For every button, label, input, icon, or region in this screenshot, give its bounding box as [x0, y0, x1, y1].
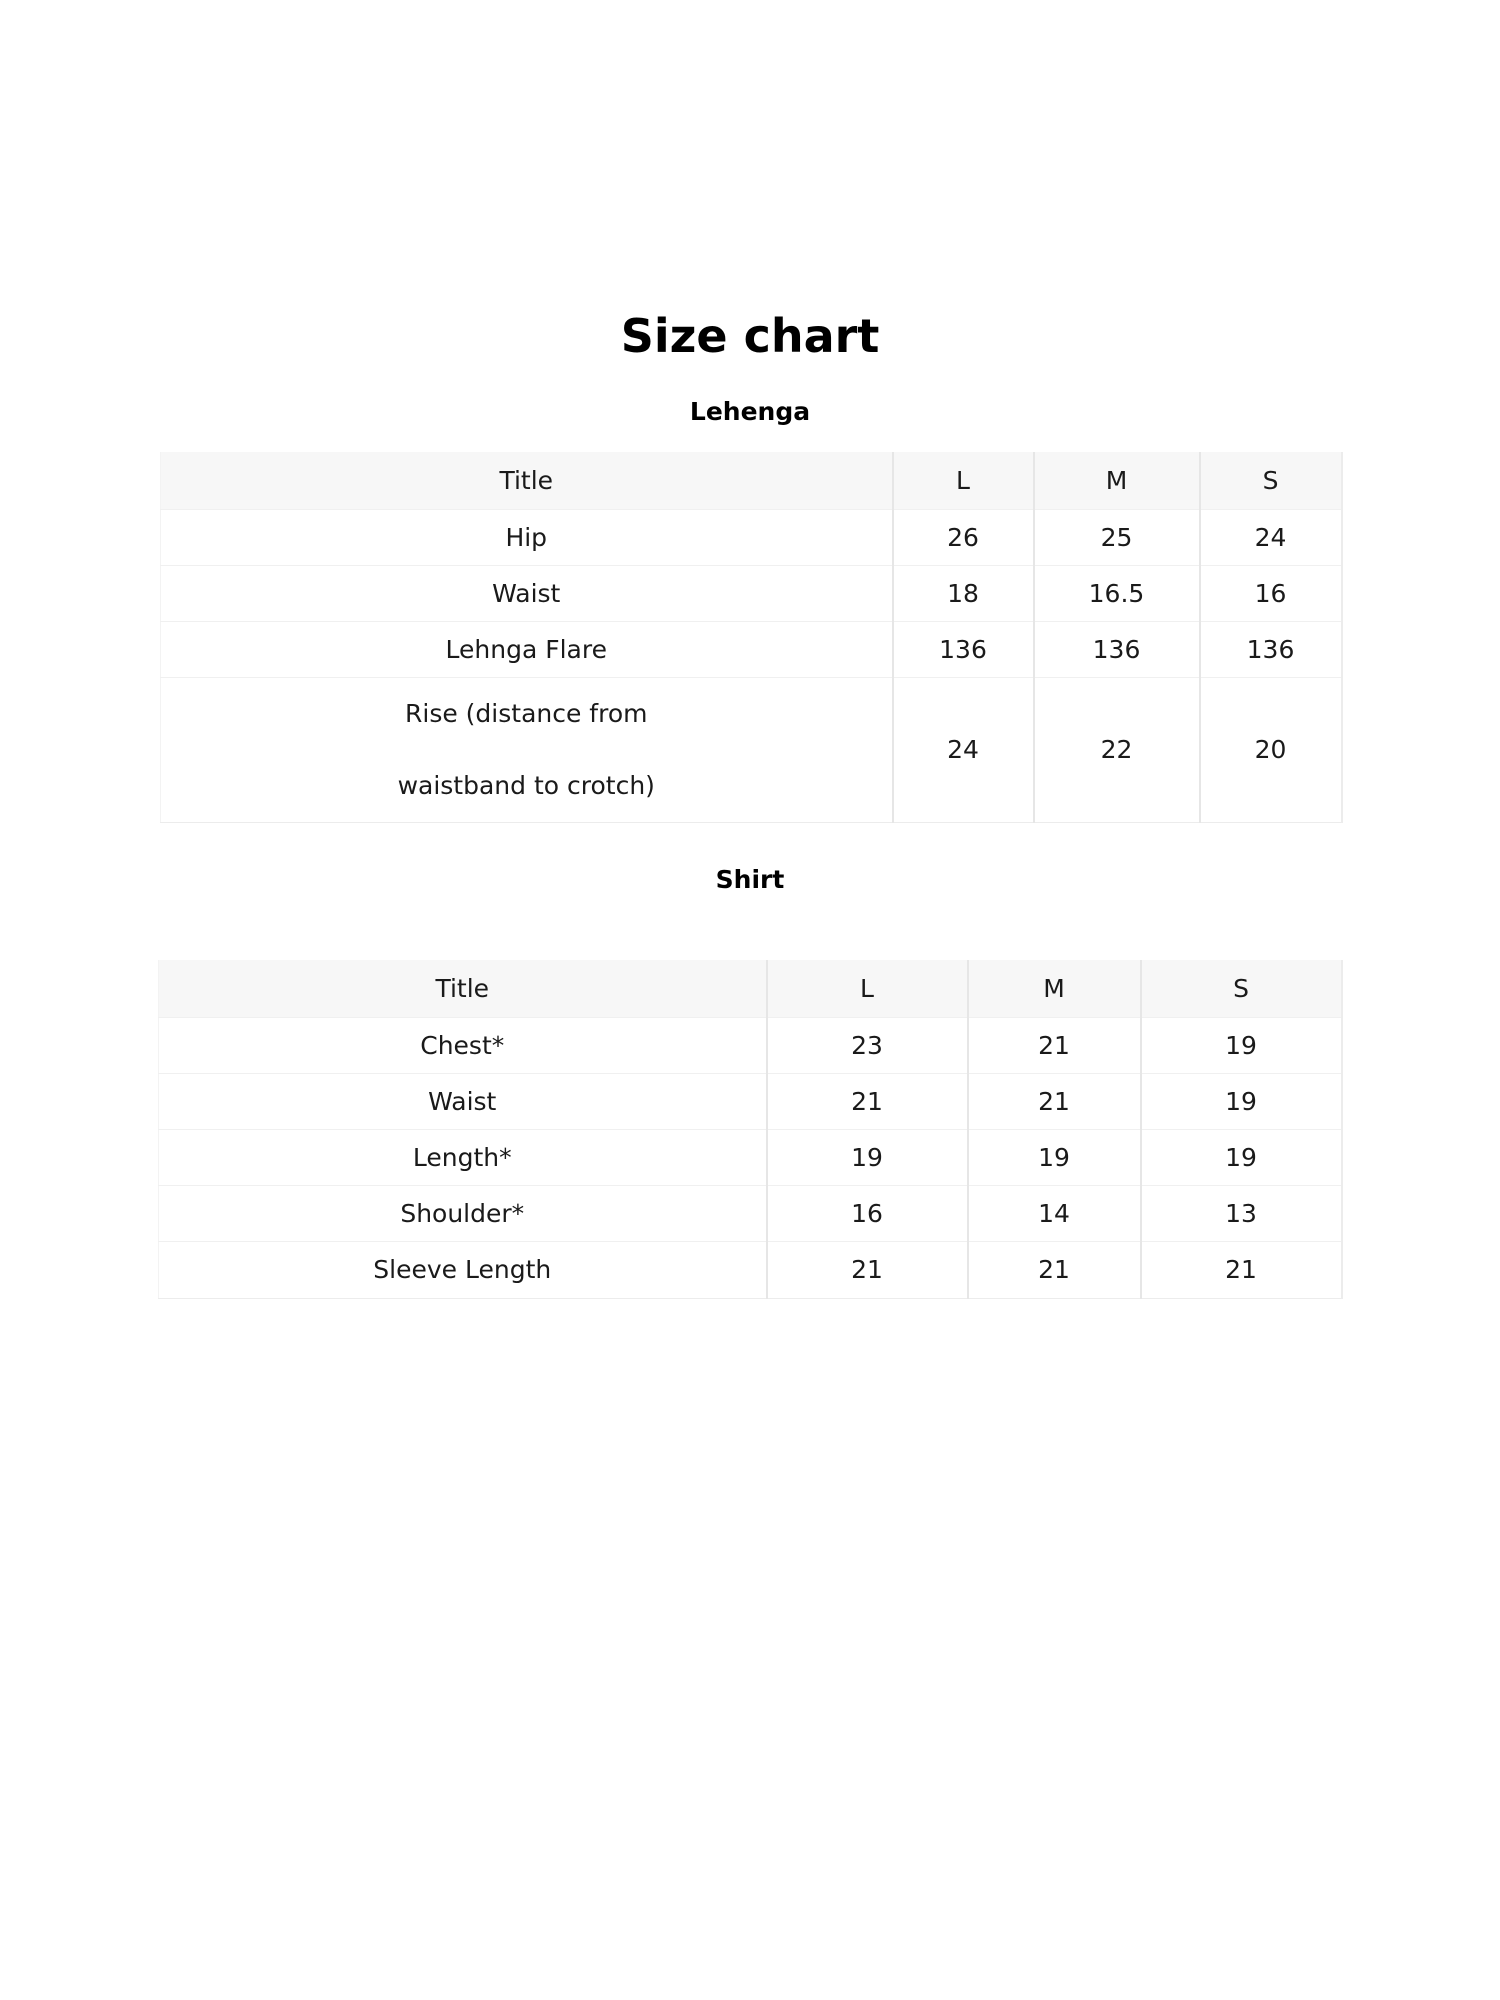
row-title: Waist — [161, 565, 893, 621]
shirt-size-table — [158, 960, 1343, 1299]
size-l-value: 26 — [893, 509, 1034, 565]
size-m-value: 14 — [968, 1185, 1141, 1241]
table-row — [159, 1129, 1342, 1185]
size-s-value: 13 — [1141, 1185, 1342, 1241]
size-m-value: 21 — [968, 1073, 1141, 1129]
table-row — [161, 509, 1342, 565]
size-l-value: 19 — [767, 1129, 968, 1185]
row-title: Sleeve Length — [159, 1241, 767, 1298]
row-title — [161, 677, 893, 822]
size-l-value: 21 — [767, 1073, 968, 1129]
size-l-value: 21 — [767, 1241, 968, 1298]
size-s-value: 20 — [1200, 677, 1342, 822]
size-m-value: 25 — [1034, 509, 1200, 565]
row-title: Shoulder* — [159, 1185, 767, 1241]
table-row — [161, 565, 1342, 621]
row-title-line: Rise (distance from — [405, 698, 648, 728]
row-title: Chest* — [159, 1017, 767, 1073]
table-header-row — [159, 960, 1342, 1017]
lehenga-size-table — [160, 452, 1343, 823]
table-row — [159, 1185, 1342, 1241]
row-title: Waist — [159, 1073, 767, 1129]
table-row — [159, 1073, 1342, 1129]
size-l-value: 16 — [767, 1185, 968, 1241]
size-m-value: 136 — [1034, 621, 1200, 677]
size-s-value: 24 — [1200, 509, 1342, 565]
column-header-m: M — [1034, 452, 1200, 509]
row-title: Length* — [159, 1129, 767, 1185]
row-title: Hip — [161, 509, 893, 565]
table-row — [159, 1017, 1342, 1073]
row-title: Lehnga Flare — [161, 621, 893, 677]
size-m-value: 21 — [968, 1241, 1141, 1298]
size-m-value: 16.5 — [1034, 565, 1200, 621]
size-l-value: 24 — [893, 677, 1034, 822]
size-l-value: 136 — [893, 621, 1034, 677]
table-row — [161, 621, 1342, 677]
column-header-s: S — [1200, 452, 1342, 509]
column-header-title: Title — [159, 960, 767, 1017]
size-m-value: 22 — [1034, 677, 1200, 822]
size-s-value: 19 — [1141, 1017, 1342, 1073]
lehenga-heading: Lehenga — [689, 397, 811, 426]
table-row — [161, 677, 1342, 822]
column-header-m: M — [968, 960, 1141, 1017]
page-title: Size chart — [620, 309, 880, 363]
size-l-value: 23 — [767, 1017, 968, 1073]
column-header-s: S — [1141, 960, 1342, 1017]
size-l-value: 18 — [893, 565, 1034, 621]
row-title-line: waistband to crotch) — [397, 770, 655, 800]
size-s-value: 136 — [1200, 621, 1342, 677]
column-header-l: L — [767, 960, 968, 1017]
size-m-value: 21 — [968, 1017, 1141, 1073]
size-s-value: 21 — [1141, 1241, 1342, 1298]
column-header-l: L — [893, 452, 1034, 509]
table-row — [159, 1241, 1342, 1298]
table-header-row — [161, 452, 1342, 509]
size-s-value: 19 — [1141, 1073, 1342, 1129]
size-m-value: 19 — [968, 1129, 1141, 1185]
column-header-title: Title — [161, 452, 893, 509]
shirt-heading: Shirt — [715, 865, 785, 894]
size-s-value: 19 — [1141, 1129, 1342, 1185]
size-s-value: 16 — [1200, 565, 1342, 621]
